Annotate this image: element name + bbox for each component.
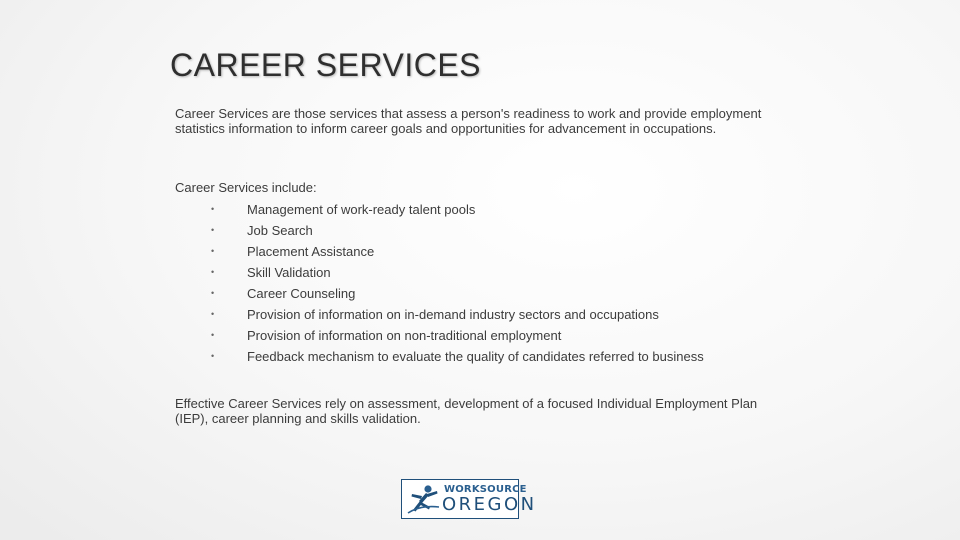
list-item-text: Provision of information on in-demand industry sectors and occupations xyxy=(247,307,659,322)
list-item-text: Skill Validation xyxy=(247,265,331,280)
list-item-text: Feedback mechanism to evaluate the quality of candidates referred to business xyxy=(247,349,704,364)
list-item-text: Career Counseling xyxy=(247,286,356,301)
bullet-icon: • xyxy=(211,267,215,277)
list-item xyxy=(175,244,795,265)
list-item xyxy=(175,286,795,307)
services-list xyxy=(175,202,795,370)
slide-title: CAREER SERVICES xyxy=(170,47,481,83)
worksource-oregon-logo xyxy=(401,479,537,519)
list-item-text: Placement Assistance xyxy=(247,244,375,259)
list-item xyxy=(175,307,795,328)
list-item-text: Job Search xyxy=(247,223,313,238)
bullet-icon: • xyxy=(211,288,215,298)
logo-wordmark-bottom: OREGON xyxy=(442,494,537,515)
intro-paragraph: Career Services are those services that assess a person's readiness to work and provide employment statistics information to inform career goals and opportunities for advancement in occupations. xyxy=(175,106,762,136)
bullet-icon: • xyxy=(211,309,215,319)
list-item xyxy=(175,328,795,349)
closing-paragraph: Effective Career Services rely on assessment, development of a focused Individual Employment Plan (IEP), career planning and skills validation. xyxy=(175,396,758,426)
bullet-icon: • xyxy=(211,351,215,361)
running-figure-icon xyxy=(406,483,442,515)
list-item-text: Provision of information on non-traditional employment xyxy=(247,328,562,343)
bullet-icon: • xyxy=(211,225,215,235)
bullet-icon: • xyxy=(211,246,215,256)
list-item-text: Management of work-ready talent pools xyxy=(247,202,476,217)
services-include-heading: Career Services include: xyxy=(175,180,317,195)
bullet-icon: • xyxy=(211,330,215,340)
bullet-icon: • xyxy=(211,204,215,214)
list-item xyxy=(175,265,795,286)
list-item xyxy=(175,202,795,223)
list-item xyxy=(175,223,795,244)
logo-wordmark-top: WORKSOURCE xyxy=(444,484,527,495)
list-item xyxy=(175,349,795,370)
